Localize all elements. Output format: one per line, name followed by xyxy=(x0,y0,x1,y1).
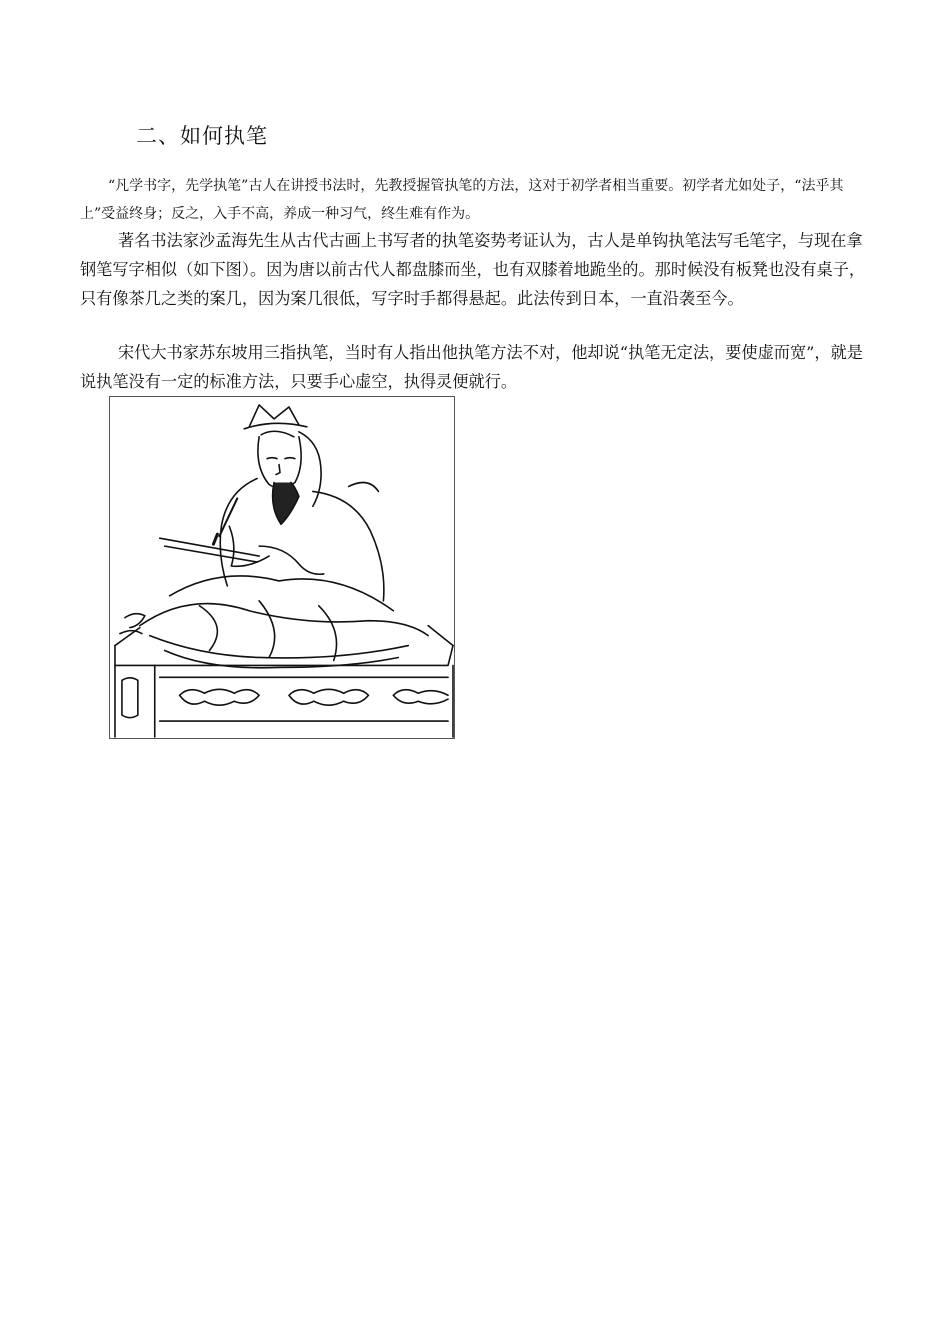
illustration-scholar-writing xyxy=(109,396,455,739)
section-heading: 二、如何执笔 xyxy=(136,124,268,148)
paragraph-3: 宋代大书家苏东坡用三指执笔，当时有人指出他执笔方法不对，他却说“执笔无定法，要使虚而宽”，就是说执笔没有一定的标准方法，只要手心虚空，执得灵便就行。 xyxy=(80,343,863,391)
scholar-line-drawing xyxy=(110,397,454,738)
paragraph-1: “凡学书字，先学执笔”古人在讲授书法时，先教授握管执笔的方法，这对于初学者相当重要。初学者尤如处子，“法乎其上”受益终身；反之，入手不高，养成一种习气，终生难有作为。 xyxy=(80,178,844,222)
paragraph-2: 著名书法家沙孟海先生从古代古画上书写者的执笔姿势考证认为，古人是单钩执笔法写毛笔字，与现在拿钢笔写字相似（如下图）。因为唐以前古代人都盘膝而坐，也有双膝着地跪坐的。那时候没有板凳也没有桌子，只有像茶几之类的案几，因为案几很低，写字时手都得悬起。此法传到日本，一直沿袭至今。 xyxy=(80,231,866,308)
